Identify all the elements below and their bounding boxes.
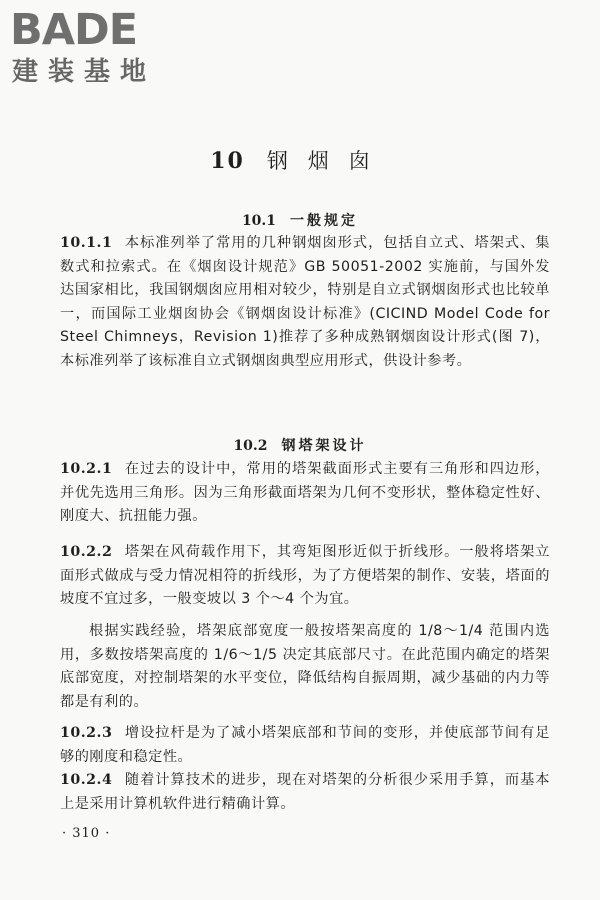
paragraph-10-2-3 <box>60 722 550 769</box>
paragraph-10-1-1 <box>60 232 550 373</box>
paragraph-text: 本标准列举了常用的几种钢烟囱形式，包括自立式、塔架式、集数式和拉索式。在《烟囱设计规范》GB 50051-2002 实施前，与国外发达国家相比，我国钢烟囱应用相对较少，特别是自立式钢烟囱形式也比较单一，而国际工业烟囱协会《钢烟囱设计标准》(CICIND Model Code for Steel Chimneys，Revision 1)推荐了多种成熟钢烟囱设计形式(图 7)，本标准列举了该标准自立式钢烟囱典型应用形式，供设计参考。 <box>60 235 550 369</box>
logo-subtitle: 建装基地 <box>12 57 157 87</box>
paragraph-10-2-2-continued <box>60 620 550 714</box>
paragraph-text: 增设拉杆是为了减小塔架底部和节间的变形，并使底部节间有足够的刚度和稳定性。 <box>60 725 550 765</box>
chapter-number: 10 <box>210 148 245 174</box>
paragraph-10-2-4 <box>60 769 550 816</box>
section-heading-10-1 <box>0 210 600 230</box>
paragraph-10-2-1 <box>60 458 550 529</box>
paragraph-text: 塔架在风荷载作用下，其弯矩图形近似于折线形。一般将塔架立面形式做成与受力情况相符的折线形，为了方便塔架的制作、安装，塔面的坡度不宜过多，一般变坡以 3 个～4 个为宜。 <box>60 544 550 607</box>
section-name: 钢塔架设计 <box>281 438 367 454</box>
page-number: · 310 · <box>62 826 111 841</box>
chapter-name: 钢烟囱 <box>266 149 390 173</box>
paragraph-text: 在过去的设计中，常用的塔架截面形式主要有三角形和四边形，并优先选用三角形。因为三角形截面塔架为几何不变形状，整体稳定性好、刚度大、抗扭能力强。 <box>60 461 550 524</box>
section-number: 10.2 <box>233 438 268 454</box>
clause-number: 10.2.4 <box>60 772 113 788</box>
clause-number: 10.2.3 <box>60 725 113 741</box>
logo-brand-text: BADE <box>10 5 138 55</box>
section-heading-10-2 <box>0 435 600 455</box>
section-name: 一般规定 <box>290 213 359 229</box>
clause-number: 10.1.1 <box>60 235 113 251</box>
brand-logo <box>10 6 180 86</box>
paragraph-text: 根据实践经验，塔架底部宽度一般按塔架高度的 1/8～1/4 范围内选用，多数按塔架高度的 1/6～1/5 决定其底部尺寸。在此范围内确定的塔架底部宽度，对控制塔架的水平变位，降低结构自振周期，减少基础的内力等都是有利的。 <box>60 623 550 710</box>
section-number: 10.1 <box>241 213 277 229</box>
chapter-title <box>0 145 600 175</box>
paragraph-text: 随着计算技术的进步，现在对塔架的分析很少采用手算，而基本上是采用计算机软件进行精确计算。 <box>60 772 550 812</box>
clause-number: 10.2.1 <box>60 461 113 477</box>
clause-number: 10.2.2 <box>60 544 113 560</box>
paragraph-10-2-2 <box>60 541 550 612</box>
logo-wordmark <box>10 6 180 54</box>
